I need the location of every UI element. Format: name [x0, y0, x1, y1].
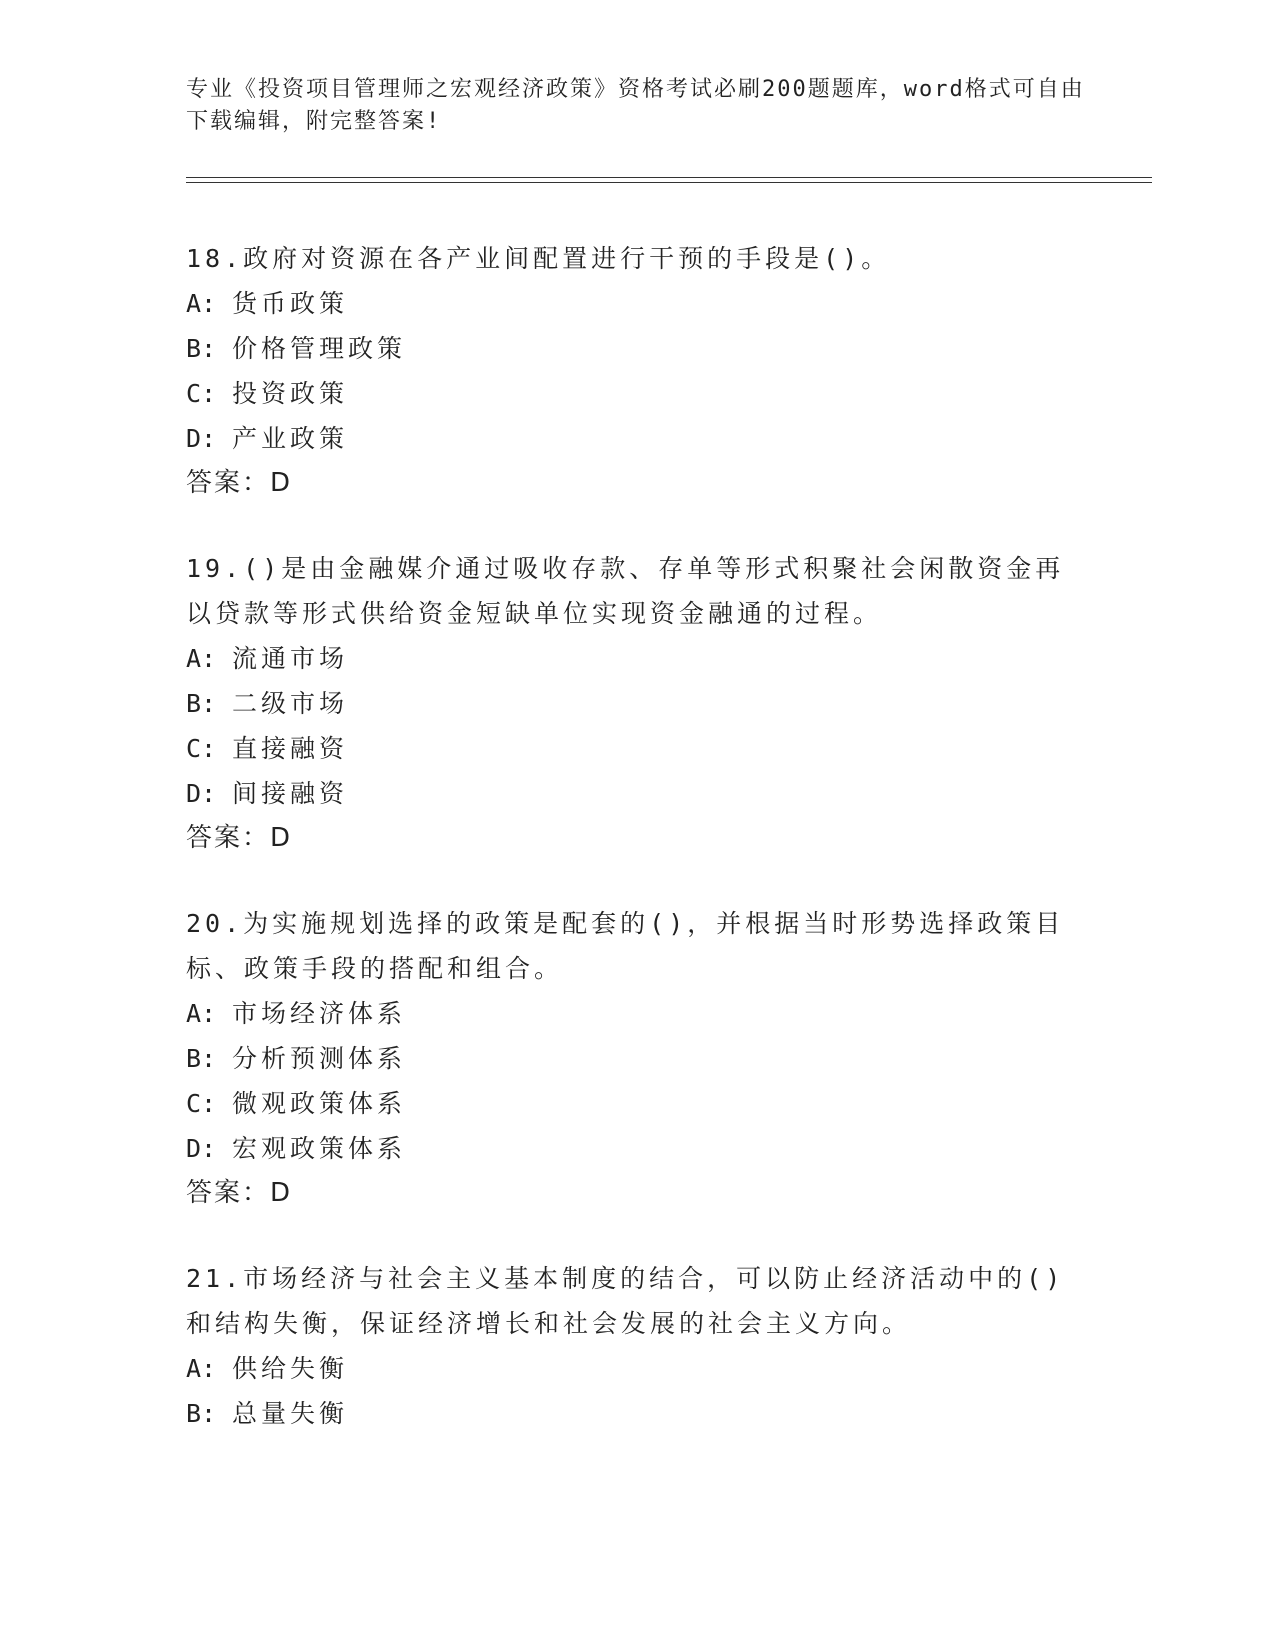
- question-stem: 18.政府对资源在各产业间配置进行干预的手段是()。: [186, 244, 891, 273]
- answer-label: 答案：D: [186, 823, 293, 853]
- question-stem: 21.市场经济与社会主义基本制度的结合，可以防止经济活动中的()和结构失衡，保证经济增长和社会发展的社会主义方向。: [186, 1264, 1065, 1338]
- option-b: B: 分析预测体系: [186, 1044, 407, 1073]
- option-b: B: 总量失衡: [186, 1399, 349, 1428]
- document-header: 专业《投资项目管理师之宏观经济政策》资格考试必刷200题题库，word格式可自由下载编辑，附完整答案!: [186, 77, 1085, 134]
- option-a: A: 市场经济体系: [186, 999, 407, 1028]
- option-c: C: 微观政策体系: [186, 1089, 407, 1118]
- option-a: A: 流通市场: [186, 644, 349, 673]
- question-18: [186, 236, 1086, 506]
- option-b: B: 二级市场: [186, 689, 349, 718]
- header-divider: [186, 177, 1152, 183]
- answer-label: 答案：D: [186, 468, 293, 498]
- option-a: A: 供给失衡: [186, 1354, 349, 1383]
- option-d: D: 间接融资: [186, 779, 349, 808]
- option-b: B: 价格管理政策: [186, 334, 407, 363]
- answer-label: 答案：D: [186, 1178, 293, 1208]
- option-c: C: 直接融资: [186, 734, 349, 763]
- question-stem: 20.为实施规划选择的政策是配套的()，并根据当时形势选择政策目标、政策手段的搭配和组合。: [186, 909, 1065, 983]
- question-20: [186, 901, 1086, 1216]
- option-c: C: 投资政策: [186, 379, 349, 408]
- question-stem: 19.()是由金融媒介通过吸收存款、存单等形式积聚社会闲散资金再以贷款等形式供给资金短缺单位实现资金融通的过程。: [186, 554, 1065, 628]
- option-d: D: 宏观政策体系: [186, 1134, 407, 1163]
- question-list: [186, 236, 1086, 1476]
- question-21: [186, 1256, 1086, 1436]
- option-d: D: 产业政策: [186, 424, 349, 453]
- question-19: [186, 546, 1086, 861]
- option-a: A: 货币政策: [186, 289, 349, 318]
